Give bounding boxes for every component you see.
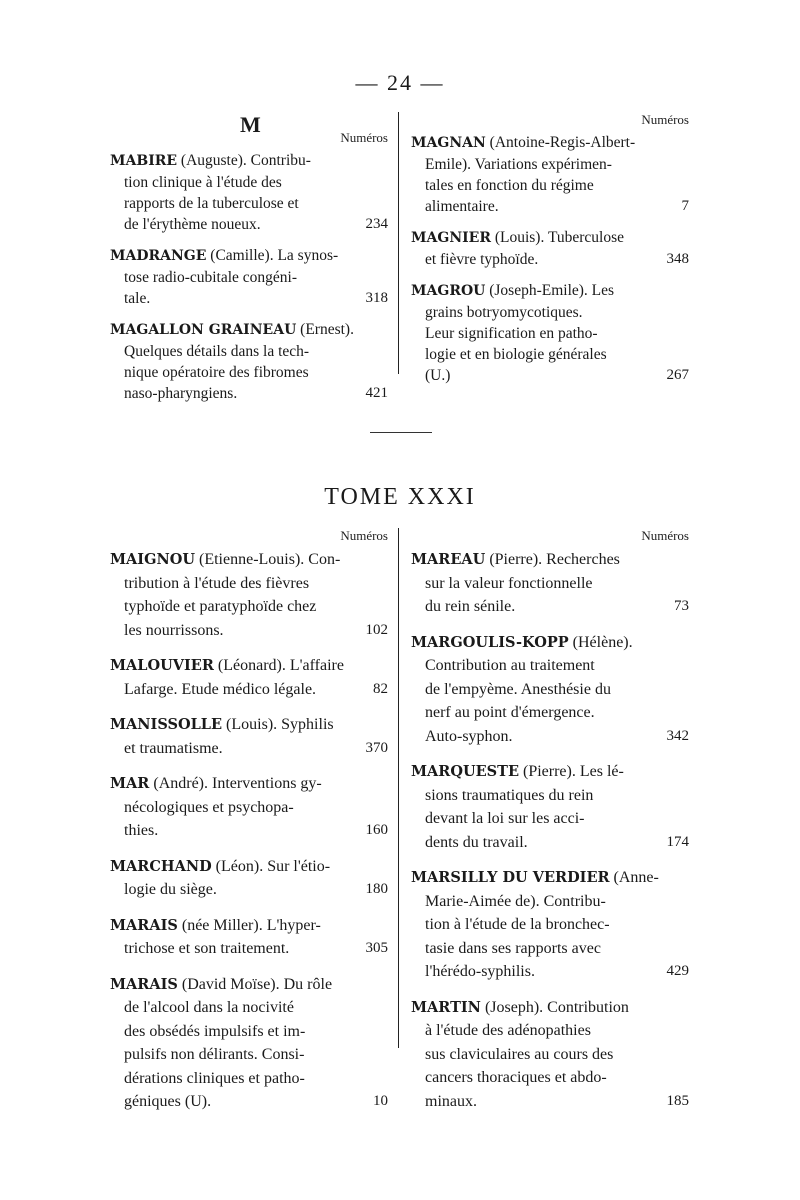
entry-title-line: (Joseph). Contribution: [484, 998, 629, 1016]
entry-title-line: (Ernest).: [300, 321, 354, 338]
entry-title-line: naso-pharyngiens.: [124, 385, 238, 402]
entry-number: 73: [674, 598, 689, 614]
entry-number: 174: [666, 833, 689, 850]
entry-author: MARGOULIS-KOPP: [411, 633, 569, 651]
entry-title-line: Emile). Variations expérimen-: [425, 156, 612, 173]
entry-number: 305: [365, 940, 388, 956]
entry-title-line: des obsédés impulsifs et im-: [124, 1022, 306, 1040]
index-entry: [110, 772, 388, 843]
index-entry: [411, 996, 689, 1114]
entry-title-line: dérations cliniques et patho-: [124, 1069, 305, 1087]
entry-title-line: Auto-syphon.: [425, 727, 513, 745]
entry-number: 370: [365, 739, 388, 756]
entry-number: 267: [666, 367, 689, 383]
index-entry: [411, 866, 689, 984]
numeros-label: Numéros: [340, 130, 388, 145]
entry-title-line: (Antoine-Regis-Albert-: [489, 134, 636, 151]
column-right: [399, 528, 689, 1126]
entry-title-line: Contribution au traitement: [425, 657, 595, 674]
numeros-label: Numéros: [641, 528, 689, 543]
entry-title-line: nécologiques et psychopa-: [124, 798, 294, 816]
entry-title-line: thies.: [124, 822, 159, 839]
entry-title-line: grains botryomycotiques.: [425, 304, 583, 321]
index-entry: [110, 713, 388, 760]
entry-title-line: sions traumatiques du rein: [425, 786, 594, 804]
entry-author: MARAIS: [110, 975, 178, 993]
entry-number: 7: [681, 198, 689, 214]
entry-title-line: (Joseph-Emile). Les: [489, 282, 615, 299]
entry-title-line: logie du siège.: [124, 881, 217, 898]
column-right: [399, 112, 689, 414]
index-entry: [110, 150, 388, 235]
entry-title-line: logie et en biologie générales: [425, 346, 607, 363]
entry-title-line: tales en fonction du régime: [425, 177, 594, 194]
entry-title-line: (Hélène).: [572, 633, 633, 651]
entry-title-line: (Léonard). L'affaire: [217, 657, 344, 674]
entry-author: MARSILLY DU VERDIER: [411, 869, 610, 886]
entry-title-line: de l'empyème. Anesthésie du: [425, 680, 611, 698]
entry-title-line: tale.: [124, 290, 151, 307]
entry-title-line: (Auguste). Contribu-: [180, 152, 311, 169]
entry-title-line: (Etienne-Louis). Con-: [199, 551, 341, 568]
entry-title-line: tose radio-cubitale congéni-: [124, 269, 298, 286]
entry-title-line: l'hérédo-syphilis.: [425, 963, 535, 980]
entry-list: [411, 548, 689, 1113]
index-entry: [110, 548, 388, 642]
entry-number: 421: [365, 385, 388, 401]
entry-title-line: les nourrissons.: [124, 621, 224, 639]
entry-author: MAR: [110, 775, 150, 792]
entry-number: 318: [365, 290, 388, 306]
entry-title-line: tasie dans ses rapports avec: [425, 939, 601, 957]
tome-title: TOME XXXI: [324, 484, 476, 510]
entry-number: 180: [365, 881, 388, 897]
entry-title-line: (Louis). Syphilis: [226, 716, 334, 733]
entry-author: MABIRE: [110, 153, 178, 169]
entry-title-line: trichose et son traitement.: [124, 940, 290, 957]
entry-title-line: (David Moïse). Du rôle: [181, 975, 333, 993]
index-entry: [110, 855, 388, 902]
entry-number: 234: [365, 216, 388, 232]
entry-title-line: (Léon). Sur l'étio-: [215, 857, 331, 875]
entry-number: 160: [365, 822, 388, 838]
entry-title-line: nerf au point d'émergence.: [425, 704, 595, 721]
entry-author: MAGNIER: [411, 230, 491, 246]
entry-title-line: du rein sénile.: [425, 598, 516, 615]
entry-title-line: (U.): [425, 367, 451, 384]
letter-heading: M: [240, 112, 261, 137]
index-entry: [411, 227, 689, 270]
entry-title-line: devant la loi sur les acci-: [425, 810, 585, 827]
entry-author: MAIGNOU: [110, 551, 195, 568]
entry-title-line: de l'alcool dans la nocivité: [124, 999, 294, 1016]
entry-title-line: cancers thoraciques et abdo-: [425, 1069, 607, 1086]
numeros-label: Numéros: [641, 112, 689, 127]
entry-number: 185: [666, 1092, 689, 1109]
index-entry: [110, 973, 388, 1114]
entry-author: MADRANGE: [110, 248, 207, 264]
entry-title-line: à l'étude des adénopathies: [425, 1022, 591, 1039]
entry-author: MAGALLON GRAINEAU: [110, 322, 297, 338]
entry-title-line: tribution à l'étude des fièvres: [124, 574, 310, 592]
entry-title-line: tion clinique à l'étude des: [124, 174, 282, 191]
entry-title-line: (Camille). La synos-: [210, 247, 339, 264]
entry-title-line: géniques (U).: [124, 1093, 212, 1110]
index-entry: [411, 548, 689, 619]
entry-author: MARAIS: [110, 916, 178, 934]
entry-title-line: sus claviculaires au cours des: [425, 1045, 614, 1063]
entry-title-line: (née Miller). L'hyper-: [181, 916, 321, 934]
entry-title-line: nique opératoire des fibromes: [124, 364, 309, 381]
section-tome-xxx: [110, 112, 690, 414]
section-tome-xxxi: [110, 528, 690, 1126]
section-divider-rule: [370, 432, 432, 433]
index-entry: [110, 319, 388, 404]
entry-title-line: alimentaire.: [425, 198, 499, 215]
entry-author: MAGNAN: [411, 135, 486, 151]
entry-title-line: (Anne-: [613, 869, 659, 886]
entry-title-line: et fièvre typhoïde.: [425, 251, 539, 268]
numeros-label: Numéros: [340, 528, 388, 543]
entry-author: MARQUESTE: [411, 763, 519, 780]
entry-title-line: tion à l'étude de la bronchec-: [425, 916, 610, 933]
entry-number: 348: [666, 251, 689, 267]
column-left: [110, 528, 398, 1126]
entry-title-line: (Pierre). Les lé-: [523, 763, 624, 780]
entry-list: [411, 132, 689, 386]
entry-author: MARCHAND: [110, 857, 212, 875]
index-entry: [411, 280, 689, 386]
entry-number: 102: [365, 621, 388, 638]
index-entry: [110, 914, 388, 961]
entry-title-line: dents du travail.: [425, 833, 528, 851]
entry-title-line: sur la valeur fonctionnelle: [425, 574, 593, 592]
entry-title-line: et traumatisme.: [124, 739, 223, 757]
entry-title-line: Lafarge. Etude médico légale.: [124, 680, 317, 698]
entry-title-line: Leur signification en patho-: [425, 325, 598, 342]
entry-title-line: typhoïde et paratyphoïde chez: [124, 598, 317, 615]
entry-title-line: (André). Interventions gy-: [153, 775, 322, 792]
entry-author: MAGROU: [411, 283, 486, 299]
entry-number: 10: [373, 1093, 388, 1109]
entry-list: [110, 150, 388, 404]
entry-number: 82: [373, 680, 388, 697]
entry-title-line: (Pierre). Recherches: [489, 551, 620, 568]
entry-title-line: minaux.: [425, 1092, 477, 1110]
entry-title-line: Quelques détails dans la tech-: [124, 343, 310, 360]
column-left: [110, 112, 398, 414]
entry-title-line: Marie-Aimée de). Contribu-: [425, 892, 606, 910]
entry-author: MALOUVIER: [110, 657, 214, 674]
page-number: — 24 —: [355, 70, 445, 95]
entry-author: MAREAU: [411, 551, 486, 568]
index-entry: [110, 654, 388, 701]
entry-title-line: pulsifs non délirants. Consi-: [124, 1046, 305, 1063]
index-entry: [110, 245, 388, 309]
entry-list: [110, 548, 388, 1114]
entry-title-line: de l'érythème noueux.: [124, 216, 261, 233]
index-entry: [411, 132, 689, 217]
index-entry: [411, 760, 689, 854]
entry-title-line: rapports de la tuberculose et: [124, 195, 299, 212]
entry-number: 429: [666, 963, 689, 979]
entry-author: MARTIN: [411, 998, 481, 1016]
entry-number: 342: [666, 727, 689, 744]
entry-title-line: (Louis). Tuberculose: [494, 229, 625, 246]
entry-author: MANISSOLLE: [110, 716, 223, 733]
index-entry: [411, 631, 689, 749]
